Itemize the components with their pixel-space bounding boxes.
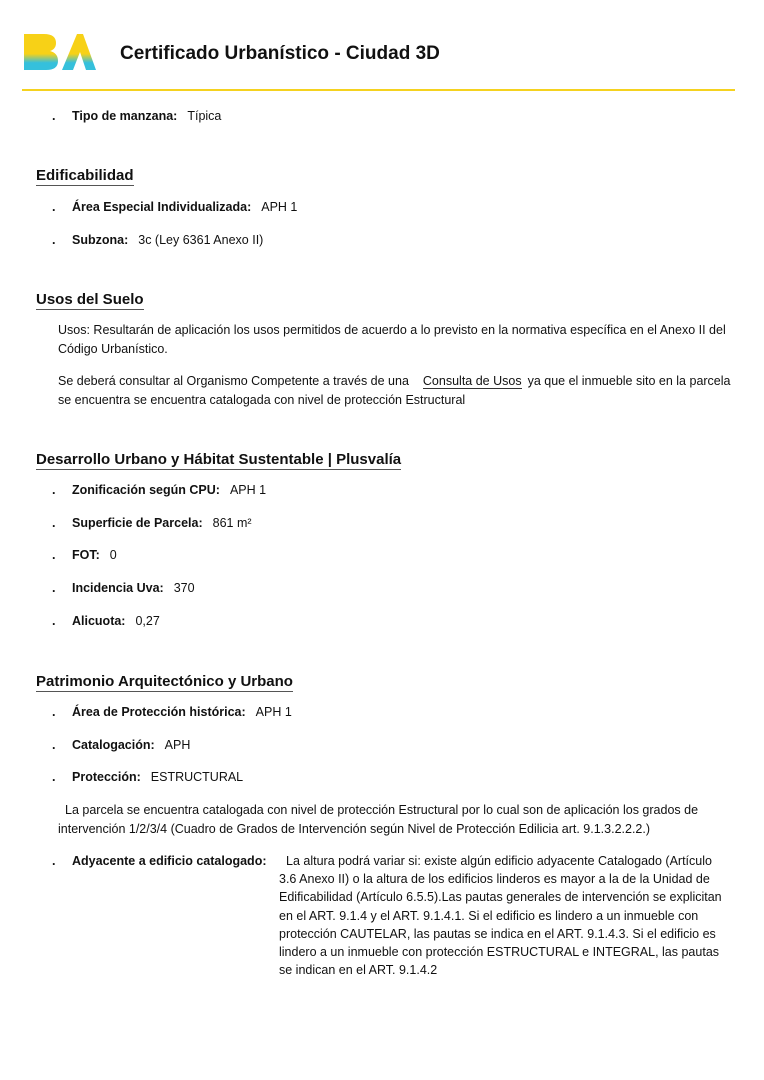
consulta-usos-link[interactable]: Consulta de Usos (422, 374, 522, 388)
paragraph-text: ya que el inmueble sito en la parcela se encuentra se encuentra catalogada con nivel de protección Estructural (58, 374, 731, 407)
field-label: Catalogación: (72, 738, 155, 752)
field-value: APH (164, 738, 191, 752)
field-value: 861 m² (212, 516, 252, 530)
section-title-patrimonio: Patrimonio Arquitectónico y Urbano (36, 673, 293, 690)
proteccion-row (52, 769, 243, 785)
bullet: . (52, 548, 56, 562)
field-label: Protección: (72, 770, 141, 784)
zonificacion-row (52, 482, 266, 498)
alicuota-row (52, 613, 160, 629)
field-value: 0,27 (135, 614, 160, 628)
subzona-row (52, 232, 263, 248)
adyacente-row (52, 852, 267, 870)
consulta-paragraph (58, 372, 733, 410)
bullet: . (52, 705, 56, 719)
document-title: Certificado Urbanístico - Ciudad 3D (120, 43, 440, 64)
field-value: Típica (187, 109, 222, 123)
field-value: 0 (109, 548, 117, 562)
bullet: . (52, 109, 56, 123)
tipo-manzana-row (52, 108, 221, 124)
bullet: . (52, 614, 56, 628)
section-title-edificabilidad: Edificabilidad (36, 167, 134, 184)
field-value: ESTRUCTURAL (150, 770, 244, 784)
field-value: APH 1 (229, 483, 267, 497)
bullet: . (52, 581, 56, 595)
patrimonio-paragraph: La parcela se encuentra catalogada con nivel de protección Estructural por lo cual son de aplicación los grados de intervención 1/2/3/4 (Cuadro de Grados de Intervención según Nivel de Protección Edilicia art. 9.1.3.2.2.2.) (58, 803, 699, 836)
bullet: . (52, 770, 56, 784)
field-value: APH 1 (261, 200, 298, 214)
field-label: Subzona: (72, 233, 129, 247)
bullet: . (52, 233, 56, 247)
field-label: Área Especial Individualizada: (72, 200, 252, 214)
section-title-desarrollo: Desarrollo Urbano y Hábitat Sustentable | Plusvalía (36, 451, 402, 468)
field-label: FOT: (72, 548, 100, 562)
header-divider (22, 89, 735, 91)
bullet: . (52, 738, 56, 752)
superficie-row (52, 515, 252, 531)
field-label: Área de Protección histórica: (72, 705, 246, 719)
field-label: Zonificación según CPU: (72, 483, 220, 497)
section-title-usos: Usos del Suelo (36, 291, 144, 308)
bullet: . (52, 854, 56, 868)
field-label: Adyacente a edificio catalogado: (72, 854, 267, 868)
field-label: Tipo de manzana: (72, 109, 178, 123)
field-value: 3c (Ley 6361 Anexo II) (138, 233, 264, 247)
incidencia-row (52, 580, 195, 596)
bullet: . (52, 200, 56, 214)
area-proteccion-row (52, 704, 292, 720)
field-value: APH 1 (255, 705, 292, 719)
ba-logo (22, 32, 96, 72)
bullet: . (52, 516, 56, 530)
field-value: 370 (173, 581, 195, 595)
bullet: . (52, 483, 56, 497)
field-label: Superficie de Parcela: (72, 516, 203, 530)
fot-row (52, 547, 117, 563)
field-label: Incidencia Uva: (72, 581, 164, 595)
field-label: Alicuota: (72, 614, 126, 628)
paragraph-text: Se deberá consultar al Organismo Competente a través de una (58, 374, 409, 388)
area-especial-row (52, 199, 297, 215)
usos-paragraph: Usos: Resultarán de aplicación los usos permitidos de acuerdo a lo previsto en la normativa específica en el Anexo II del Código Urbanístico. (58, 323, 726, 356)
adyacente-text: La altura podrá variar si: existe algún edificio adyacente Catalogado (Artículo 3.6 Anexo II) o la altura de los edificios linderos es mayor a la de la Unidad de Edificabilidad (Artículo 6.5.5).Las pautas generales de intervención se explicitan en el ART. 9.1.4 y el ART. 9.1.4.1. Si el edificio es lindero a un inmueble con protección CAUTELAR, las pautas se indica en el ART. 9.1.4.3. Si el edificio es lindero a un inmueble con protección ESTRUCTURAL e INTEGRAL, las pautas se indican en el ART. 9.1.4.2 (279, 854, 722, 978)
catalogacion-row (52, 737, 190, 753)
